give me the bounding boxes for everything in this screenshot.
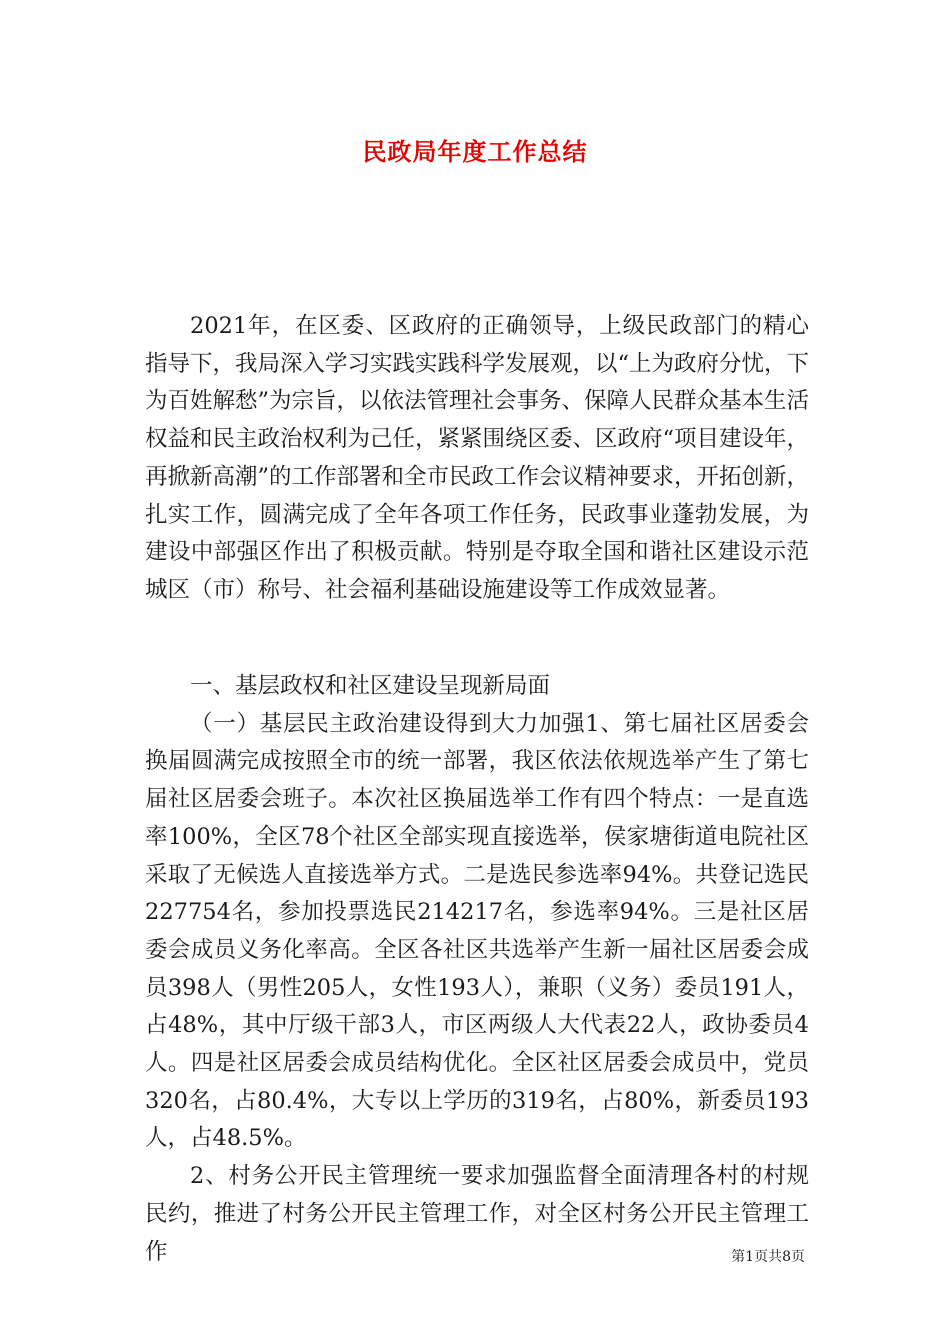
document-title: 民政局年度工作总结	[362, 137, 588, 166]
section-one	[145, 668, 809, 1271]
intro-paragraph: 2021年，在区委、区政府的正确领导，上级民政部门的精心指导下，我局深入学习实践实践科学发展观，以“上为政府分忧，下为百姓解愁”为宗旨，以依法管理社会事务、保障人民群众基本生活权益和民主政治权利为己任，紧紧围绕区委、区政府“项目建设年，再掀新高潮”的工作部署和全市民政工作会议精神要求，开拓创新，扎实工作，圆满完成了全年各项工作任务，民政事业蓬勃发展，为建设中部强区作出了积极贡献。特别是夺取全国和谐社区建设示范城区（市）称号、社会福利基础设施建设等工作成效显著。	[145, 313, 810, 603]
page-indicator: 第1页共8页	[731, 1249, 805, 1265]
intro-section	[145, 308, 809, 610]
section-heading: 一、基层政权和社区建设呈现新局面	[190, 673, 551, 699]
section-paragraph-2: 2、村务公开民主管理统一要求加强监督全面清理各村的村规民约，推进了村务公开民主管理工作，对全区村务公开民主管理工作	[145, 1163, 809, 1265]
section-paragraph-1: （一）基层民主政治建设得到大力加强1、第七届社区居委会换届圆满完成按照全市的统一部署，我区依法依规选举产生了第七届社区居委会班子。本次社区换届选举工作有四个特点：一是直选率100%，全区78个社区全部实现直接选举，侯家塘街道电院社区采取了无候选人直接选举方式。二是选民参选率94%。共登记选民227754名，参加投票选民214217名，参选率94%。三是社区居委会成员义务化率高。全区各社区共选举产生新一届社区居委会成员398人（男性205人，女性193人），兼职（义务）委员191人，占48%，其中厅级干部3人，市区两级人大代表22人，政协委员4人。四是社区居委会成员结构优化。全区社区居委会成员中，党员320名，占80.4%，大专以上学历的319名，占80%，新委员193人，占48.5%。	[145, 710, 809, 1152]
